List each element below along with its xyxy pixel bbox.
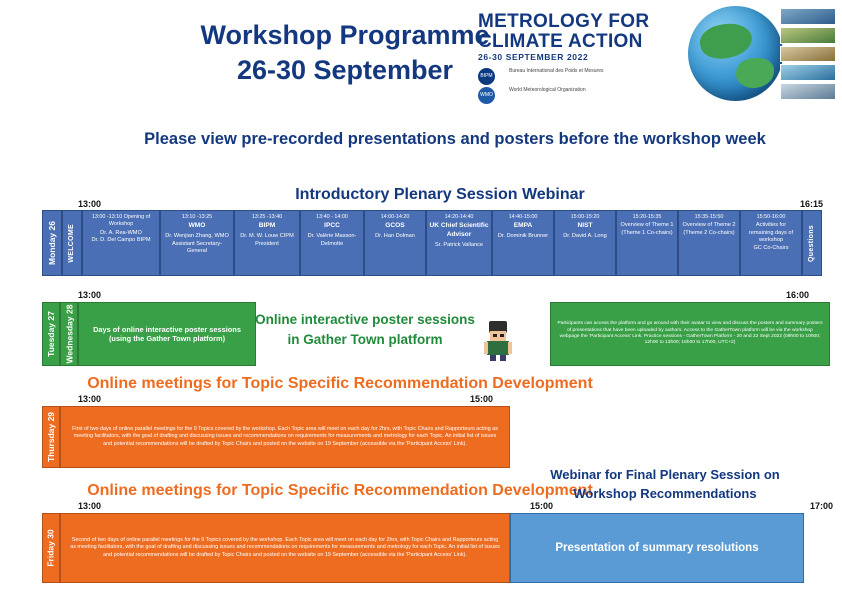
monday-session-0-time: 13:00 -13:10 Opening of Workshop (91, 214, 151, 228)
monday-welcome-cell (62, 210, 82, 276)
monday-session-1-org: WMO (188, 222, 206, 230)
thursday-body-block: First of two days of online parallel meetings for the 9 Topics covered by the workshop. Each Topic area will meet on each day for 2hrs, with Topic Chairs and Rapporteurs acting as meeting facilitators, with the goal of drafting and discussing issues and recommendations on requirements for measurements and metrology for each Topic. An initial list of issues and potential recommendations will be drafted by Topic Chairs and posted on the website on 19 September (accessible via the 'Participant Access' Link). (60, 406, 510, 468)
tuewed-end-time: 16:00 (786, 290, 810, 300)
wednesday-day-tab (60, 302, 78, 366)
friday-row (42, 513, 804, 583)
monday-session-8-who: Overview of Theme 1 (Theme 1 Co-chairs) (620, 222, 674, 236)
monday-questions-label: Questions (808, 224, 816, 262)
logo-title (478, 12, 678, 52)
monday-session-5 (426, 210, 492, 276)
monday-heading: Introductory Plenary Session Webinar (295, 186, 585, 203)
monday-start-time: 13:00 (78, 199, 102, 209)
monday-session-5-time: 14:20-14:40 (444, 214, 474, 220)
monday-session-9 (678, 210, 740, 276)
friday-body-block: Second of two days of online parallel meetings for the 9 Topics covered by the workshop. Each Topic area will meet on each day for 2hrs, with Topic Chairs and Rapporteurs acting as meeting facilitators, with the goal of drafting and discussing issues and recommendations on requirements for measurements and metrology for each Topic. An initial list of issues and potential recommendations will be drafted by Topic Chairs and posted on the website on 19 September (accessible via the 'Participant Access' Link). (60, 513, 510, 583)
monday-session-4-who: Dr. Han Dolman (375, 233, 415, 240)
monday-session-5-who: Sr. Patrick Vallance (434, 242, 484, 249)
page-title-line2: 26-30 September (236, 55, 454, 86)
friday-day-label: Friday 30 (46, 529, 57, 567)
thursday-row (42, 406, 510, 468)
logo-organisations (478, 66, 688, 104)
monday-day-label: Monday 26 (47, 221, 57, 265)
final-plenary-heading (500, 466, 830, 504)
monday-session-9-time: 15:35-15:50 (694, 214, 724, 220)
monday-session-3-who: Dr. Valérie Masson-Delmotte (307, 233, 357, 247)
thursday-end-time: 15:00 (470, 394, 494, 404)
monday-session-1-who: Dr. Wenjian Zhang, WMO Assistant Secretary-General (165, 233, 229, 255)
thursday-start-time: 13:00 (78, 394, 102, 404)
monday-end-time: 16:15 (800, 199, 824, 209)
monday-session-10-who: Activities for remaining days of workshop GC Co-Chairs (748, 222, 794, 251)
gather-town-info-block: Participants can access the platform and go around with their avatar to view and discuss the posters and summary posters of presentations that have been uploaded by authors. Access to the GatherTown platform will be via the workshop webpage the 'Participant Access' Link. Practice sessions - GatherTown Platform - 20 and 22 Sept 2022 (09h00 to 10h00; 12h00 to 13h00; 16h00 to 17h00, UTC+2) (550, 302, 830, 366)
monday-session-6-who: Dr. Dominik Brunner (497, 233, 549, 240)
friday-mid-time: 15:00 (530, 501, 554, 511)
monday-session-7-org: NIST (577, 222, 593, 230)
friday-heading: Online meetings for Topic Specific Recommendation Development (87, 482, 593, 499)
monday-session-2-org: BIPM (258, 222, 276, 230)
monday-session-4 (364, 210, 426, 276)
monday-session-4-time: 14:00-14:20 (380, 214, 410, 220)
monday-session-4-org: GCOS (385, 222, 405, 230)
monday-session-8-time: 15:20-15:35 (632, 214, 662, 220)
monday-session-7 (554, 210, 616, 276)
globe-icon (688, 6, 783, 101)
friday-day-tab (42, 513, 60, 583)
gather-town-left-block: Days of online interactive poster sessions (using the Gather Town platform) (78, 302, 256, 366)
tuewed-start-time: 13:00 (78, 290, 102, 300)
logo-title-line1: METROLOGY FOR (478, 11, 650, 32)
monday-session-10-time: 15:50-16:00 (756, 214, 786, 220)
monday-welcome-label: WELCOME (68, 223, 76, 263)
monday-session-6 (492, 210, 554, 276)
bipm-logo-icon: BIPM (478, 68, 495, 85)
monday-day-tab (42, 210, 62, 276)
event-logo (470, 4, 838, 100)
monday-session-2 (234, 210, 300, 276)
monday-questions-cell (802, 210, 822, 276)
monday-session-6-time: 14:40-15:00 (508, 214, 538, 220)
gather-town-heading (250, 310, 480, 351)
monday-session-7-time: 15:00-15:20 (570, 214, 600, 220)
tuesday-day-tab (42, 302, 60, 366)
wmo-logo-icon: WMO (478, 87, 495, 104)
monday-session-2-who: Dr. M. W. Louw CIPM President (240, 233, 294, 247)
page-title-line1: Workshop Programme (200, 20, 490, 50)
photo-strip (780, 8, 836, 100)
gather-town-heading-line1: Online interactive poster sessions (255, 312, 475, 327)
gather-town-heading-line2: in Gather Town platform (287, 332, 443, 348)
monday-session-0 (82, 210, 160, 276)
monday-session-1 (160, 210, 234, 276)
tuesday-day-label: Tuesday 27 (46, 311, 57, 357)
logo-dates: 26-30 SEPTEMBER 2022 (478, 52, 589, 62)
monday-session-2-time: 13:25 -13:40 (251, 214, 283, 220)
thursday-heading: Online meetings for Topic Specific Recommendation Development (87, 375, 593, 392)
monday-session-9-who: Overview of Theme 2 (Theme 2 Co-chairs) (682, 222, 736, 236)
logo-title-line2: CLIMATE ACTION (478, 30, 643, 52)
monday-session-3-time: 13:40 - 14:00 (316, 214, 348, 220)
final-plenary-heading-line1: Webinar for Final Plenary Session on (550, 467, 780, 482)
monday-session-7-who: Dr. David A. Long (563, 233, 607, 240)
monday-row (42, 210, 822, 276)
friday-end-time: 17:00 (810, 501, 834, 511)
monday-session-0-who: Dr. A. Rea-WMO Dr. D. Del Campo BIPM (91, 229, 151, 244)
avatar-icon (480, 318, 516, 362)
final-plenary-heading-line2: Workshop Recommendations (573, 485, 757, 501)
monday-session-5-org: UK Chief Scientific Advisor (429, 222, 489, 239)
org2-label: World Meteorological Organization (509, 87, 586, 93)
monday-session-1-time: 13:10 -13:25 (181, 214, 213, 220)
monday-session-3-org: IPCC (324, 222, 340, 230)
monday-session-10 (740, 210, 802, 276)
pre-recorded-notice: Please view pre-recorded presentations and posters before the workshop week (144, 130, 766, 148)
friday-summary-block: Presentation of summary resolutions (510, 513, 804, 583)
wednesday-day-label: Wednesday 28 (64, 304, 74, 364)
thursday-day-label: Thursday 29 (46, 411, 57, 463)
monday-session-8 (616, 210, 678, 276)
org1-label: Bureau International des Poids et Mesures (509, 68, 604, 74)
monday-session-3 (300, 210, 364, 276)
monday-session-6-org: EMPA (513, 222, 533, 230)
friday-start-time: 13:00 (78, 501, 102, 511)
thursday-day-tab (42, 406, 60, 468)
